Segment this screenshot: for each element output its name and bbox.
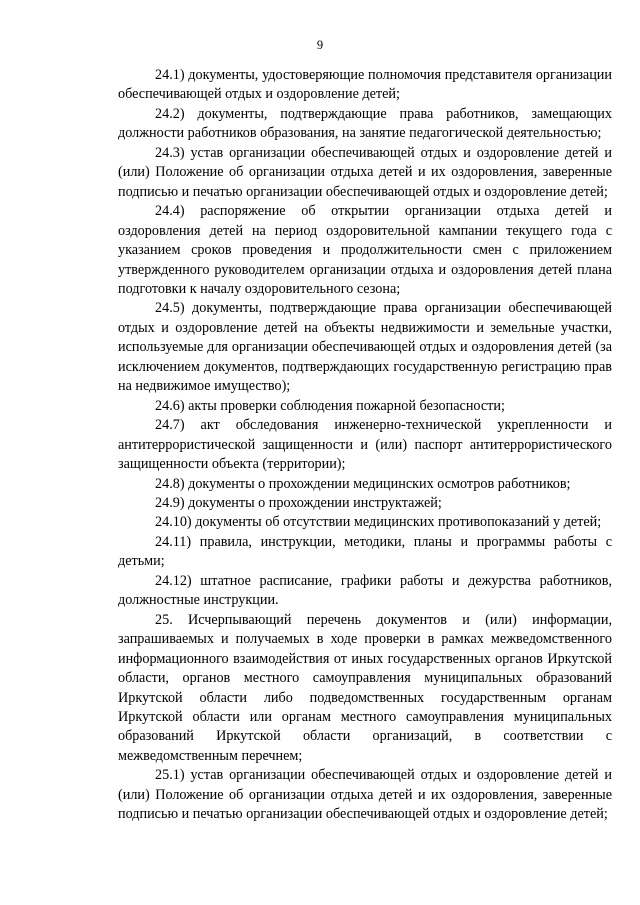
paragraph-24-3: 24.3) устав организации обеспечивающей отдых и оздоровление детей и (или) Положение об организации отдыха детей и их оздоровления, заверенные подписью и печатью организации обеспечивающей отдых и оздоровление детей;: [118, 144, 612, 200]
paragraph-24-6: 24.6) акты проверки соблюдения пожарной безопасности;: [155, 397, 505, 414]
document-body: [118, 66, 612, 825]
paragraph-24-11: 24.11) правила, инструкции, методики, планы и программы работы с детьми;: [118, 533, 612, 570]
paragraph-24-7: 24.7) акт обследования инженерно-технической укрепленности и антитеррористической защищенности и (или) паспорт антитеррористического защищенности объекта (территории);: [118, 417, 612, 473]
paragraph-24-12: 24.12) штатное расписание, графики работы и дежурства работников, должностные инструкции.: [118, 572, 612, 609]
page-number: 9: [316, 38, 324, 52]
paragraph-24-1: 24.1) документы, удостоверяющие полномочия представителя организации обеспечивающей отдых и оздоровление детей;: [118, 67, 612, 103]
paragraph-24-2: 24.2) документы, подтверждающие права работников, замещающих должности работников образования, на занятие педагогической деятельностью;: [118, 105, 612, 142]
paragraph-24-10: 24.10) документы об отсутствии медицинских противопоказаний у детей;: [155, 514, 602, 531]
paragraph-24-8: 24.8) документы о прохождении медицинских осмотров работников;: [155, 475, 571, 492]
paragraph-24-9: 24.9) документы о прохождении инструктажей;: [155, 494, 442, 511]
paragraph-24-5: 24.5) документы, подтверждающие права организации обеспечивающей отдых и оздоровление детей на объекты недвижимости и земельные участки, используемые для организации обеспечивающей отдых и оздоровления детей (за исключением документов, подтверждающих государственную регистрацию прав на недвижимое имущество);: [118, 300, 612, 395]
paragraph-25: 25. Исчерпывающий перечень документов и (или) информации, запрашиваемых и получаемых в ходе проверки в рамках межведомственного информационного взаимодействия от иных государственных органов Иркутской области, органов местного самоуправления муниципальных образований Иркутской области либо подведомственных государственным органам Иркутской области или органам местного самоуправления муниципальных образований Иркутской области организаций, в соответствии с межведомственным перечнем;: [118, 611, 612, 764]
paragraph-25-1: 25.1) устав организации обеспечивающей отдых и оздоровление детей и (или) Положение об организации отдыха детей и их оздоровления, заверенные подписью и печатью организации обеспечивающей отдых и оздоровление детей;: [118, 767, 612, 823]
paragraph-24-4: 24.4) распоряжение об открытии организации отдыха детей и оздоровления детей на период оздоровительной кампании текущего года с указанием сроков проведения и продолжительности смен с приложением утвержденного руководителем организации отдыха и оздоровления детей плана подготовки к началу оздоровительного сезона;: [118, 203, 612, 297]
